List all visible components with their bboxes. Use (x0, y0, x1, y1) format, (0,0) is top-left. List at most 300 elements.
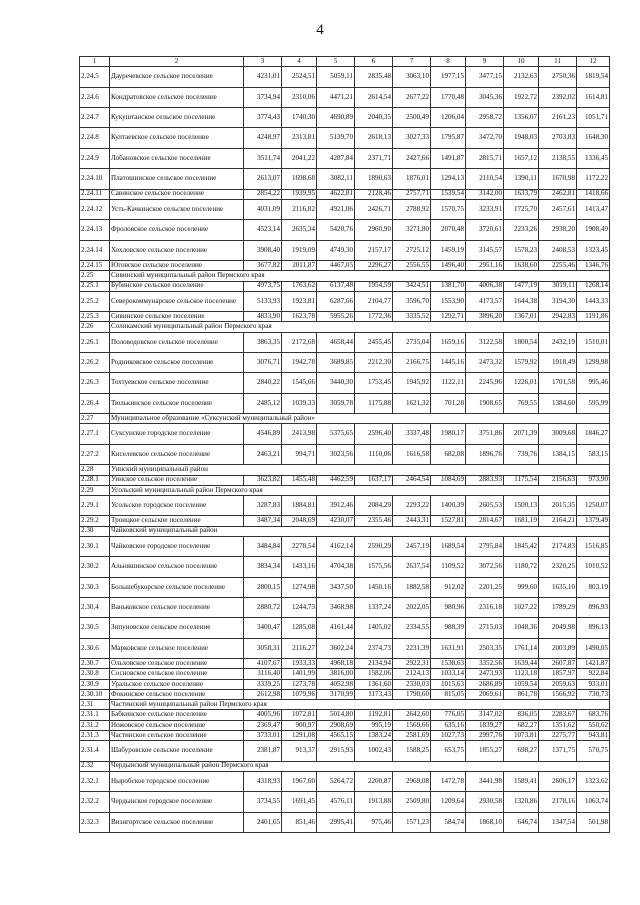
settlement-row (80, 475, 610, 485)
column-number-cell: 3 (244, 57, 282, 67)
value-cell: 1323,45 (577, 240, 610, 260)
value-cell: 994,71 (282, 444, 317, 464)
row-code-cell: 2.32.3 (80, 812, 110, 832)
value-cell: 1589,41 (504, 771, 539, 791)
value-cell: 3484,84 (244, 536, 282, 556)
value-cell: 2883,93 (466, 475, 504, 485)
value-cell: 3170,99 (317, 689, 355, 699)
row-code-cell: 2.30.2 (80, 557, 110, 577)
value-cell: 2161,23 (539, 108, 577, 128)
value-cell: 2374,73 (355, 638, 393, 658)
value-cell: 2607,87 (539, 659, 577, 669)
value-cell: 3487,34 (244, 516, 282, 526)
region-name-cell: Частинский муниципальный район Пермского края (110, 700, 610, 710)
settlement-name-cell: Марковское сельское поселение (110, 638, 244, 658)
value-cell: 1496,40 (431, 261, 466, 271)
row-code-cell: 2.27.1 (80, 424, 110, 444)
value-cell: 2524,51 (282, 67, 317, 87)
value-cell: 3596,70 (393, 291, 431, 311)
row-code-cell: 2.31.2 (80, 720, 110, 730)
value-cell: 2334,55 (393, 618, 431, 638)
value-cell: 1027,22 (504, 598, 539, 618)
value-cell: 1701,58 (539, 373, 577, 393)
settlement-name-cell: Визнгортское сельское поселение (110, 812, 244, 832)
settlement-row (80, 332, 610, 352)
value-cell: 4161,44 (317, 618, 355, 638)
value-cell: 861,78 (504, 689, 539, 699)
value-cell: 2166,75 (393, 353, 431, 373)
value-cell: 1250,07 (577, 496, 610, 516)
settlement-row (80, 353, 610, 373)
value-cell: 2613,07 (244, 169, 282, 189)
value-cell: 1510,01 (577, 332, 610, 352)
settlement-row (80, 444, 610, 464)
settlement-row (80, 720, 610, 730)
value-cell: 698,27 (504, 741, 539, 761)
value-cell: 2245,96 (466, 373, 504, 393)
value-cell: 3602,24 (317, 638, 355, 658)
value-cell: 2581,69 (393, 730, 431, 740)
column-number-row (80, 57, 610, 67)
row-code-cell: 2.24.14 (80, 240, 110, 260)
value-cell: 1884,81 (282, 496, 317, 516)
region-row (80, 465, 610, 475)
value-cell: 2164,21 (539, 516, 577, 526)
row-code-cell: 2.25 (80, 271, 110, 281)
row-code-cell: 2.24.13 (80, 220, 110, 240)
value-cell: 2128,46 (355, 189, 393, 199)
settlement-row (80, 291, 610, 311)
value-cell: 3271,80 (393, 220, 431, 240)
value-cell: 3863,35 (244, 332, 282, 352)
value-cell: 2814,67 (466, 516, 504, 526)
value-cell: 1839,27 (466, 720, 504, 730)
row-code-cell: 2.24.15 (80, 261, 110, 271)
value-cell: 3145,57 (466, 240, 504, 260)
value-cell: 595,99 (577, 393, 610, 413)
value-cell: 2401,65 (244, 812, 282, 832)
value-cell: 913,37 (282, 741, 317, 761)
value-cell: 2255,46 (539, 261, 577, 271)
value-cell: 3720,61 (466, 220, 504, 240)
value-cell: 2462,81 (539, 189, 577, 199)
value-cell: 1890,63 (355, 169, 393, 189)
row-code-cell: 2.31.1 (80, 710, 110, 720)
table-body (80, 57, 610, 833)
value-cell: 1845,42 (504, 536, 539, 556)
value-cell: 4107,67 (244, 659, 282, 669)
value-cell: 3677,82 (244, 261, 282, 271)
value-cell: 1753,45 (355, 373, 393, 393)
region-row (80, 700, 610, 710)
value-cell: 776,05 (431, 710, 466, 720)
value-cell: 584,74 (431, 812, 466, 832)
value-cell: 995,46 (577, 373, 610, 393)
value-cell: 2500,49 (393, 108, 431, 128)
value-cell: 4248,97 (244, 128, 282, 148)
value-cell: 1648,30 (577, 128, 610, 148)
row-code-cell: 2.32.1 (80, 771, 110, 791)
value-cell: 2795,84 (466, 536, 504, 556)
value-cell: 2750,36 (539, 67, 577, 87)
value-cell: 4968,18 (317, 659, 355, 669)
value-cell: 2997,76 (466, 730, 504, 740)
region-name-cell: Сивинский муниципальный район Пермского края (110, 271, 610, 281)
value-cell: 2432,19 (539, 332, 577, 352)
settlement-row (80, 730, 610, 740)
settlement-name-cell: Ныробское городское поселение (110, 771, 244, 791)
value-cell: 1657,12 (504, 148, 539, 168)
value-cell: 1361,60 (355, 679, 393, 689)
value-cell: 2104,77 (355, 291, 393, 311)
value-cell: 1539,54 (431, 189, 466, 199)
value-cell: 3441,98 (466, 771, 504, 791)
value-cell: 2958,72 (466, 108, 504, 128)
value-cell: 1390,11 (504, 169, 539, 189)
value-cell: 2178,16 (539, 792, 577, 812)
value-cell: 2296,27 (355, 261, 393, 271)
value-cell: 1347,54 (539, 812, 577, 832)
value-cell: 1443,33 (577, 291, 610, 311)
value-cell: 2040,35 (355, 108, 393, 128)
value-cell: 1800,54 (504, 332, 539, 352)
settlement-row (80, 373, 610, 393)
value-cell: 1445,16 (431, 353, 466, 373)
row-code-cell: 2.30.6 (80, 638, 110, 658)
value-cell: 2509,80 (393, 792, 431, 812)
value-cell: 1273,78 (282, 679, 317, 689)
value-cell: 3233,91 (466, 199, 504, 219)
settlement-name-cell: Ольховское сельское поселение (110, 659, 244, 669)
value-cell: 1455,48 (282, 475, 317, 485)
value-cell: 980,96 (431, 598, 466, 618)
value-cell: 2612,98 (244, 689, 282, 699)
value-cell: 1039,33 (282, 393, 317, 413)
value-cell: 1002,43 (355, 741, 393, 761)
value-cell: 769,55 (504, 393, 539, 413)
row-code-cell: 2.24.9 (80, 148, 110, 168)
value-cell: 2022,05 (393, 598, 431, 618)
value-cell: 701,28 (431, 393, 466, 413)
value-cell: 2908,69 (317, 720, 355, 730)
value-cell: 1010,52 (577, 557, 610, 577)
value-cell: 1351,62 (539, 720, 577, 730)
settlement-row (80, 710, 610, 720)
value-cell: 2427,66 (393, 148, 431, 168)
region-name-cell: Уинский муниципальный район (110, 465, 610, 475)
value-cell: 683,76 (577, 710, 610, 720)
value-cell: 1180,72 (504, 557, 539, 577)
value-cell: 2951,16 (466, 261, 504, 271)
settlement-row (80, 659, 610, 669)
value-cell: 1908,65 (466, 393, 504, 413)
row-code-cell: 2.29 (80, 485, 110, 495)
value-cell: 3122,58 (466, 332, 504, 352)
value-cell: 4162,14 (317, 536, 355, 556)
value-cell: 2463,21 (244, 444, 282, 464)
settlement-row (80, 792, 610, 812)
row-code-cell: 2.31.4 (80, 741, 110, 761)
value-cell: 2715,03 (466, 618, 504, 638)
value-cell: 2275,77 (539, 730, 577, 740)
settlement-name-cell: Суксунское городское поселение (110, 424, 244, 444)
value-cell: 570,75 (577, 741, 610, 761)
region-row (80, 526, 610, 536)
settlement-row (80, 424, 610, 444)
value-cell: 2614,54 (355, 87, 393, 107)
value-cell: 1689,54 (431, 536, 466, 556)
value-cell: 5133,93 (244, 291, 282, 311)
row-code-cell: 2.26.2 (80, 353, 110, 373)
value-cell: 4005,96 (244, 710, 282, 720)
value-cell: 1763,62 (282, 281, 317, 291)
value-cell: 4173,57 (466, 291, 504, 311)
value-cell: 995,19 (355, 720, 393, 730)
settlement-row (80, 312, 610, 322)
value-cell: 1122,11 (431, 373, 466, 393)
value-cell: 851,46 (282, 812, 317, 832)
settlement-name-cell: Платошинское сельское поселение (110, 169, 244, 189)
value-cell: 836,05 (504, 710, 539, 720)
value-cell: 4658,44 (317, 332, 355, 352)
value-cell: 5955,26 (317, 312, 355, 322)
value-cell: 1855,27 (466, 741, 504, 761)
row-code-cell: 2.24.12 (80, 199, 110, 219)
row-code-cell: 2.31 (80, 700, 110, 710)
settlement-row (80, 598, 610, 618)
value-cell: 1942,78 (282, 353, 317, 373)
value-cell: 3477,15 (466, 67, 504, 87)
row-code-cell: 2.26 (80, 322, 110, 332)
value-cell: 1244,73 (282, 598, 317, 618)
column-number-cell: 2 (110, 57, 244, 67)
value-cell: 1490,05 (577, 638, 610, 658)
value-cell: 3023,56 (317, 444, 355, 464)
value-cell: 1371,75 (539, 741, 577, 761)
value-cell: 2059,63 (539, 679, 577, 689)
row-code-cell: 2.27.2 (80, 444, 110, 464)
value-cell: 3339,25 (244, 679, 282, 689)
settlement-name-cell: Сивинское сельское поселение (110, 312, 244, 322)
settlement-row (80, 189, 610, 199)
value-cell: 2457,61 (539, 199, 577, 219)
value-cell: 1638,60 (504, 261, 539, 271)
value-cell: 1579,92 (504, 353, 539, 373)
settlement-row (80, 220, 610, 240)
value-cell: 1566,92 (539, 689, 577, 699)
value-cell: 3511,74 (244, 148, 282, 168)
value-cell: 1294,13 (431, 169, 466, 189)
settlement-row (80, 169, 610, 189)
value-cell: 2233,26 (504, 220, 539, 240)
settlement-row (80, 108, 610, 128)
value-cell: 730,73 (577, 689, 610, 699)
value-cell: 943,81 (577, 730, 610, 740)
value-cell: 3058,31 (244, 638, 282, 658)
column-number-cell: 8 (431, 57, 466, 67)
value-cell: 1400,39 (431, 496, 466, 516)
settlement-name-cell: Троицкое сельское поселение (110, 516, 244, 526)
value-cell: 922,84 (577, 669, 610, 679)
value-cell: 2464,54 (393, 475, 431, 485)
settlement-row (80, 679, 610, 689)
value-cell: 4546,89 (244, 424, 282, 444)
value-cell: 4031,09 (244, 199, 282, 219)
value-cell: 1740,30 (282, 108, 317, 128)
value-cell: 2172,68 (282, 332, 317, 352)
value-cell: 2473,32 (466, 353, 504, 373)
value-cell: 3287,83 (244, 496, 282, 516)
value-cell: 4287,84 (317, 148, 355, 168)
value-cell: 2201,25 (466, 577, 504, 597)
value-cell: 682,27 (504, 720, 539, 730)
value-cell: 1472,78 (431, 771, 466, 791)
value-cell: 653,75 (431, 741, 466, 761)
value-cell: 1614,81 (577, 87, 610, 107)
value-cell: 2915,93 (317, 741, 355, 761)
value-cell: 2635,34 (282, 220, 317, 240)
value-cell: 1761,14 (504, 638, 539, 658)
value-cell: 2677,22 (393, 87, 431, 107)
value-cell: 2069,61 (466, 689, 504, 699)
settlement-name-cell: Зипуновское сельское поселение (110, 618, 244, 638)
value-cell: 2157,17 (355, 240, 393, 260)
value-cell: 5375,65 (317, 424, 355, 444)
value-cell: 739,76 (504, 444, 539, 464)
value-cell: 1172,22 (577, 169, 610, 189)
value-cell: 2725,12 (393, 240, 431, 260)
value-cell: 1268,14 (577, 281, 610, 291)
value-cell: 2473,93 (466, 669, 504, 679)
value-cell: 1413,47 (577, 199, 610, 219)
value-cell: 1633,79 (504, 189, 539, 199)
value-cell: 1073,81 (504, 730, 539, 740)
value-cell: 2605,53 (466, 496, 504, 516)
value-cell: 3082,11 (317, 169, 355, 189)
value-cell: 1072,81 (282, 710, 317, 720)
value-cell: 2138,55 (539, 148, 577, 168)
value-cell: 2596,40 (355, 424, 393, 444)
row-code-cell: 2.25.1 (80, 281, 110, 291)
value-cell: 1545,66 (282, 373, 317, 393)
value-cell: 3400,47 (244, 618, 282, 638)
value-cell: 3352,56 (466, 659, 504, 669)
value-cell: 2556,55 (393, 261, 431, 271)
settlement-name-cell: Дауречевское сельское поселение (110, 67, 244, 87)
value-cell: 1553,90 (431, 291, 466, 311)
value-cell: 1571,23 (393, 812, 431, 832)
value-cell: 1857,97 (539, 669, 577, 679)
value-cell: 1299,98 (577, 353, 610, 373)
value-cell: 2606,17 (539, 771, 577, 791)
value-cell: 1918,49 (539, 353, 577, 373)
value-cell: 900,97 (282, 720, 317, 730)
value-cell: 1681,19 (504, 516, 539, 526)
value-cell: 2293,22 (393, 496, 431, 516)
value-cell: 2070,48 (431, 220, 466, 240)
row-code-cell: 2.24.5 (80, 67, 110, 87)
value-cell: 2011,87 (282, 261, 317, 271)
value-cell: 3076,71 (244, 353, 282, 373)
value-cell: 2320,25 (539, 557, 577, 577)
settlement-name-cell: Альняшинское сельское поселение (110, 557, 244, 577)
region-name-cell: Чайковский муниципальный район (110, 526, 610, 536)
value-cell: 1433,16 (282, 557, 317, 577)
row-code-cell: 2.30.7 (80, 659, 110, 669)
value-cell: 1933,33 (282, 659, 317, 669)
value-cell: 2457,19 (393, 536, 431, 556)
column-number-cell: 7 (393, 57, 431, 67)
value-cell: 1173,43 (355, 689, 393, 699)
value-cell: 2310,06 (282, 87, 317, 107)
value-cell: 1948,03 (504, 128, 539, 148)
value-cell: 1051,71 (577, 108, 610, 128)
value-cell: 1631,91 (431, 638, 466, 658)
value-cell: 3468,98 (317, 598, 355, 618)
settlement-row (80, 638, 610, 658)
row-code-cell: 2.29.1 (80, 496, 110, 516)
value-cell: 501,98 (577, 812, 610, 832)
value-cell: 1623,78 (282, 312, 317, 322)
value-cell: 3440,30 (317, 373, 355, 393)
value-cell: 1500,13 (504, 496, 539, 516)
value-cell: 1109,52 (431, 557, 466, 577)
value-cell: 1945,92 (393, 373, 431, 393)
row-code-cell: 2.28.1 (80, 475, 110, 485)
settlement-row (80, 618, 610, 638)
row-code-cell: 2.32.2 (80, 792, 110, 812)
value-cell: 635,16 (431, 720, 466, 730)
value-cell: 1063,74 (577, 792, 610, 812)
settlement-row (80, 87, 610, 107)
column-number-cell: 4 (282, 57, 317, 67)
value-cell: 2637,54 (393, 557, 431, 577)
value-cell: 2938,20 (539, 220, 577, 240)
settlement-row (80, 689, 610, 699)
value-cell: 2426,71 (355, 199, 393, 219)
value-cell: 3908,40 (244, 240, 282, 260)
value-cell: 6287,66 (317, 291, 355, 311)
value-cell: 3689,85 (317, 353, 355, 373)
settlement-name-cell: Бабкинское сельское поселение (110, 710, 244, 720)
row-code-cell: 2.29.2 (80, 516, 110, 526)
row-code-cell: 2.27 (80, 414, 110, 424)
value-cell: 2930,58 (466, 792, 504, 812)
value-cell: 1621,32 (393, 393, 431, 413)
value-cell: 1635,10 (539, 577, 577, 597)
value-cell: 3774,43 (244, 108, 282, 128)
value-cell: 1977,15 (431, 67, 466, 87)
value-cell: 2757,71 (393, 189, 431, 199)
value-cell: 2800,15 (244, 577, 282, 597)
region-row (80, 322, 610, 332)
value-cell: 583,15 (577, 444, 610, 464)
value-cell: 2485,12 (244, 393, 282, 413)
settlement-name-cell: Савинское сельское поселение (110, 189, 244, 199)
value-cell: 2408,53 (539, 240, 577, 260)
value-cell: 2735,04 (393, 332, 431, 352)
value-cell: 1418,66 (577, 189, 610, 199)
value-cell: 1191,86 (577, 312, 610, 322)
row-code-cell: 2.26.3 (80, 373, 110, 393)
value-cell: 1691,45 (282, 792, 317, 812)
value-cell: 3059,78 (317, 393, 355, 413)
value-cell: 1644,38 (504, 291, 539, 311)
row-code-cell: 2.24.6 (80, 87, 110, 107)
value-cell: 975,46 (355, 812, 393, 832)
settlement-row (80, 393, 610, 413)
value-cell: 4749,30 (317, 240, 355, 260)
